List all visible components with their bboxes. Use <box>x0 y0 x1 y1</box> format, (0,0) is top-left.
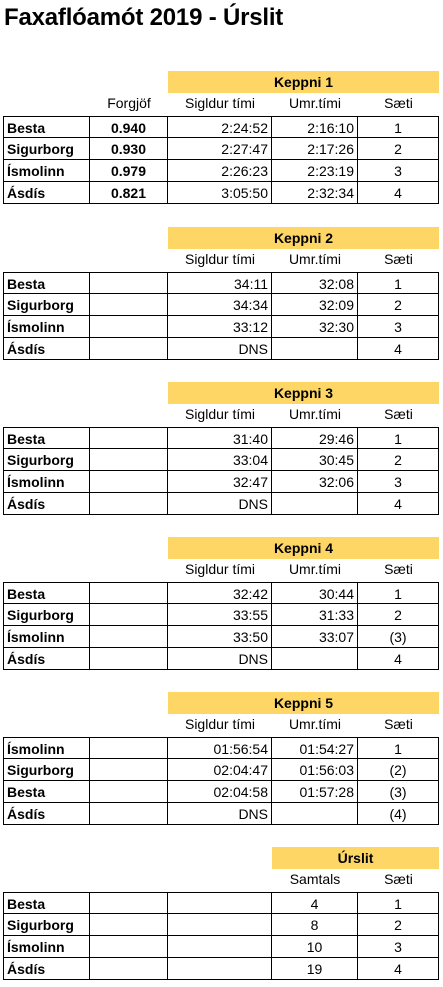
handicap-empty <box>90 737 168 759</box>
place: 4 <box>358 958 439 980</box>
handicap-empty <box>90 316 168 338</box>
corrected-time <box>272 493 358 515</box>
corrected-time <box>272 648 358 670</box>
boat-name: Ísmolinn <box>3 471 90 493</box>
handicap: 0.940 <box>90 116 168 138</box>
sailed-time: DNS <box>168 493 272 515</box>
boat-name: Ásdís <box>3 803 90 825</box>
place: 3 <box>358 160 439 182</box>
col-sigldur-header: Sigldur tími <box>184 251 256 267</box>
place: 1 <box>358 582 439 604</box>
col-umr-header: Umr.tími <box>288 716 342 732</box>
page-title: Faxaflóamót 2019 - Úrslit <box>4 4 284 31</box>
sailed-time: 3:05:50 <box>168 182 272 204</box>
handicap: 0.930 <box>90 138 168 160</box>
total-points: 4 <box>272 892 358 914</box>
empty-cell <box>168 958 272 980</box>
col-saeti-header: Sæti <box>384 95 413 111</box>
place: 1 <box>358 116 439 138</box>
total-points: 8 <box>272 914 358 936</box>
boat-name: Sigurborg <box>3 138 90 160</box>
sailed-time: 34:34 <box>168 294 272 316</box>
boat-name: Ásdís <box>3 493 90 515</box>
race-4-header: Keppni 4 <box>168 537 439 559</box>
sailed-time: 32:47 <box>168 471 272 493</box>
corrected-time <box>272 338 358 360</box>
corrected-time: 32:06 <box>272 471 358 493</box>
empty-cell <box>90 892 168 914</box>
boat-name: Ásdís <box>3 648 90 670</box>
corrected-time: 32:08 <box>272 272 358 294</box>
boat-name: Besta <box>3 427 90 449</box>
handicap-empty <box>90 294 168 316</box>
boat-name: Besta <box>3 116 90 138</box>
place: 2 <box>358 449 439 471</box>
sailed-time: 02:04:47 <box>168 759 272 781</box>
place: (3) <box>358 781 439 803</box>
place: 4 <box>358 493 439 515</box>
boat-name: Sigurborg <box>3 294 90 316</box>
corrected-time: 2:32:34 <box>272 182 358 204</box>
place: (3) <box>358 626 439 648</box>
col-samtals-header: Samtals <box>289 871 341 887</box>
corrected-time: 32:09 <box>272 294 358 316</box>
corrected-time <box>272 803 358 825</box>
sailed-time: DNS <box>168 803 272 825</box>
corrected-time: 33:07 <box>272 626 358 648</box>
place: 2 <box>358 914 439 936</box>
boat-name: Ásdís <box>3 958 90 980</box>
handicap-empty <box>90 272 168 294</box>
place: 4 <box>358 648 439 670</box>
place: 1 <box>358 272 439 294</box>
handicap-empty <box>90 338 168 360</box>
boat-name: Sigurborg <box>3 759 90 781</box>
place: 4 <box>358 338 439 360</box>
boat-name: Ísmolinn <box>3 316 90 338</box>
sailed-time: 33:55 <box>168 604 272 626</box>
place: (4) <box>358 803 439 825</box>
sailed-time: 33:12 <box>168 316 272 338</box>
boat-name: Ásdís <box>3 182 90 204</box>
sailed-time: 32:42 <box>168 582 272 604</box>
total-points: 10 <box>272 936 358 958</box>
corrected-time: 32:30 <box>272 316 358 338</box>
col-umr-header: Umr.tími <box>288 251 342 267</box>
results-header: Úrslit <box>272 847 439 869</box>
handicap-empty <box>90 781 168 803</box>
empty-cell <box>168 914 272 936</box>
corrected-time: 30:44 <box>272 582 358 604</box>
corrected-time: 29:46 <box>272 427 358 449</box>
handicap-empty <box>90 582 168 604</box>
empty-cell <box>168 892 272 914</box>
boat-name: Besta <box>3 582 90 604</box>
col-sigldur-header: Sigldur tími <box>184 95 256 111</box>
col-saeti-header: Sæti <box>384 406 413 422</box>
boat-name: Ásdís <box>3 338 90 360</box>
corrected-time: 30:45 <box>272 449 358 471</box>
sailed-time: 02:04:58 <box>168 781 272 803</box>
col-saeti-header: Sæti <box>384 871 413 887</box>
handicap-empty <box>90 626 168 648</box>
boat-name: Ísmolinn <box>3 737 90 759</box>
handicap-empty <box>90 648 168 670</box>
place: 4 <box>358 182 439 204</box>
boat-name: Besta <box>3 892 90 914</box>
handicap: 0.821 <box>90 182 168 204</box>
boat-name: Ísmolinn <box>3 626 90 648</box>
boat-name: Sigurborg <box>3 604 90 626</box>
race-2-header: Keppni 2 <box>168 227 439 249</box>
corrected-time: 2:17:26 <box>272 138 358 160</box>
sailed-time: 2:27:47 <box>168 138 272 160</box>
place: 3 <box>358 471 439 493</box>
race-1-header: Keppni 1 <box>168 71 439 93</box>
corrected-time: 31:33 <box>272 604 358 626</box>
place: 3 <box>358 936 439 958</box>
handicap-empty <box>90 803 168 825</box>
boat-name: Sigurborg <box>3 914 90 936</box>
place: 2 <box>358 604 439 626</box>
place: 2 <box>358 138 439 160</box>
col-saeti-header: Sæti <box>384 716 413 732</box>
place: 1 <box>358 737 439 759</box>
col-forgjof-header: Forgjöf <box>107 95 151 111</box>
sailed-time: 2:24:52 <box>168 116 272 138</box>
corrected-time: 01:54:27 <box>272 737 358 759</box>
empty-cell <box>90 914 168 936</box>
place: 2 <box>358 294 439 316</box>
place: 3 <box>358 316 439 338</box>
place: (2) <box>358 759 439 781</box>
place: 1 <box>358 892 439 914</box>
col-sigldur-header: Sigldur tími <box>184 406 256 422</box>
total-points: 19 <box>272 958 358 980</box>
col-sigldur-header: Sigldur tími <box>184 561 256 577</box>
handicap-empty <box>90 604 168 626</box>
handicap-empty <box>90 493 168 515</box>
sailed-time: 31:40 <box>168 427 272 449</box>
sailed-time: 33:04 <box>168 449 272 471</box>
handicap-empty <box>90 449 168 471</box>
boat-name: Ísmolinn <box>3 936 90 958</box>
boat-name: Besta <box>3 272 90 294</box>
sailed-time: 01:56:54 <box>168 737 272 759</box>
handicap: 0.979 <box>90 160 168 182</box>
col-umr-header: Umr.tími <box>288 406 342 422</box>
boat-name: Ísmolinn <box>3 160 90 182</box>
handicap-empty <box>90 759 168 781</box>
col-umr-header: Umr.tími <box>288 95 342 111</box>
col-sigldur-header: Sigldur tími <box>184 716 256 732</box>
col-saeti-header: Sæti <box>384 251 413 267</box>
race-5-header: Keppni 5 <box>168 692 439 714</box>
empty-cell <box>90 958 168 980</box>
col-saeti-header: Sæti <box>384 561 413 577</box>
boat-name: Besta <box>3 781 90 803</box>
sailed-time: 2:26:23 <box>168 160 272 182</box>
sailed-time: 34:11 <box>168 272 272 294</box>
empty-cell <box>168 936 272 958</box>
empty-cell <box>90 936 168 958</box>
corrected-time: 2:23:19 <box>272 160 358 182</box>
place: 1 <box>358 427 439 449</box>
sailed-time: DNS <box>168 338 272 360</box>
col-umr-header: Umr.tími <box>288 561 342 577</box>
corrected-time: 2:16:10 <box>272 116 358 138</box>
boat-name: Sigurborg <box>3 449 90 471</box>
sailed-time: DNS <box>168 648 272 670</box>
sailed-time: 33:50 <box>168 626 272 648</box>
corrected-time: 01:56:03 <box>272 759 358 781</box>
race-3-header: Keppni 3 <box>168 382 439 404</box>
handicap-empty <box>90 471 168 493</box>
handicap-empty <box>90 427 168 449</box>
corrected-time: 01:57:28 <box>272 781 358 803</box>
